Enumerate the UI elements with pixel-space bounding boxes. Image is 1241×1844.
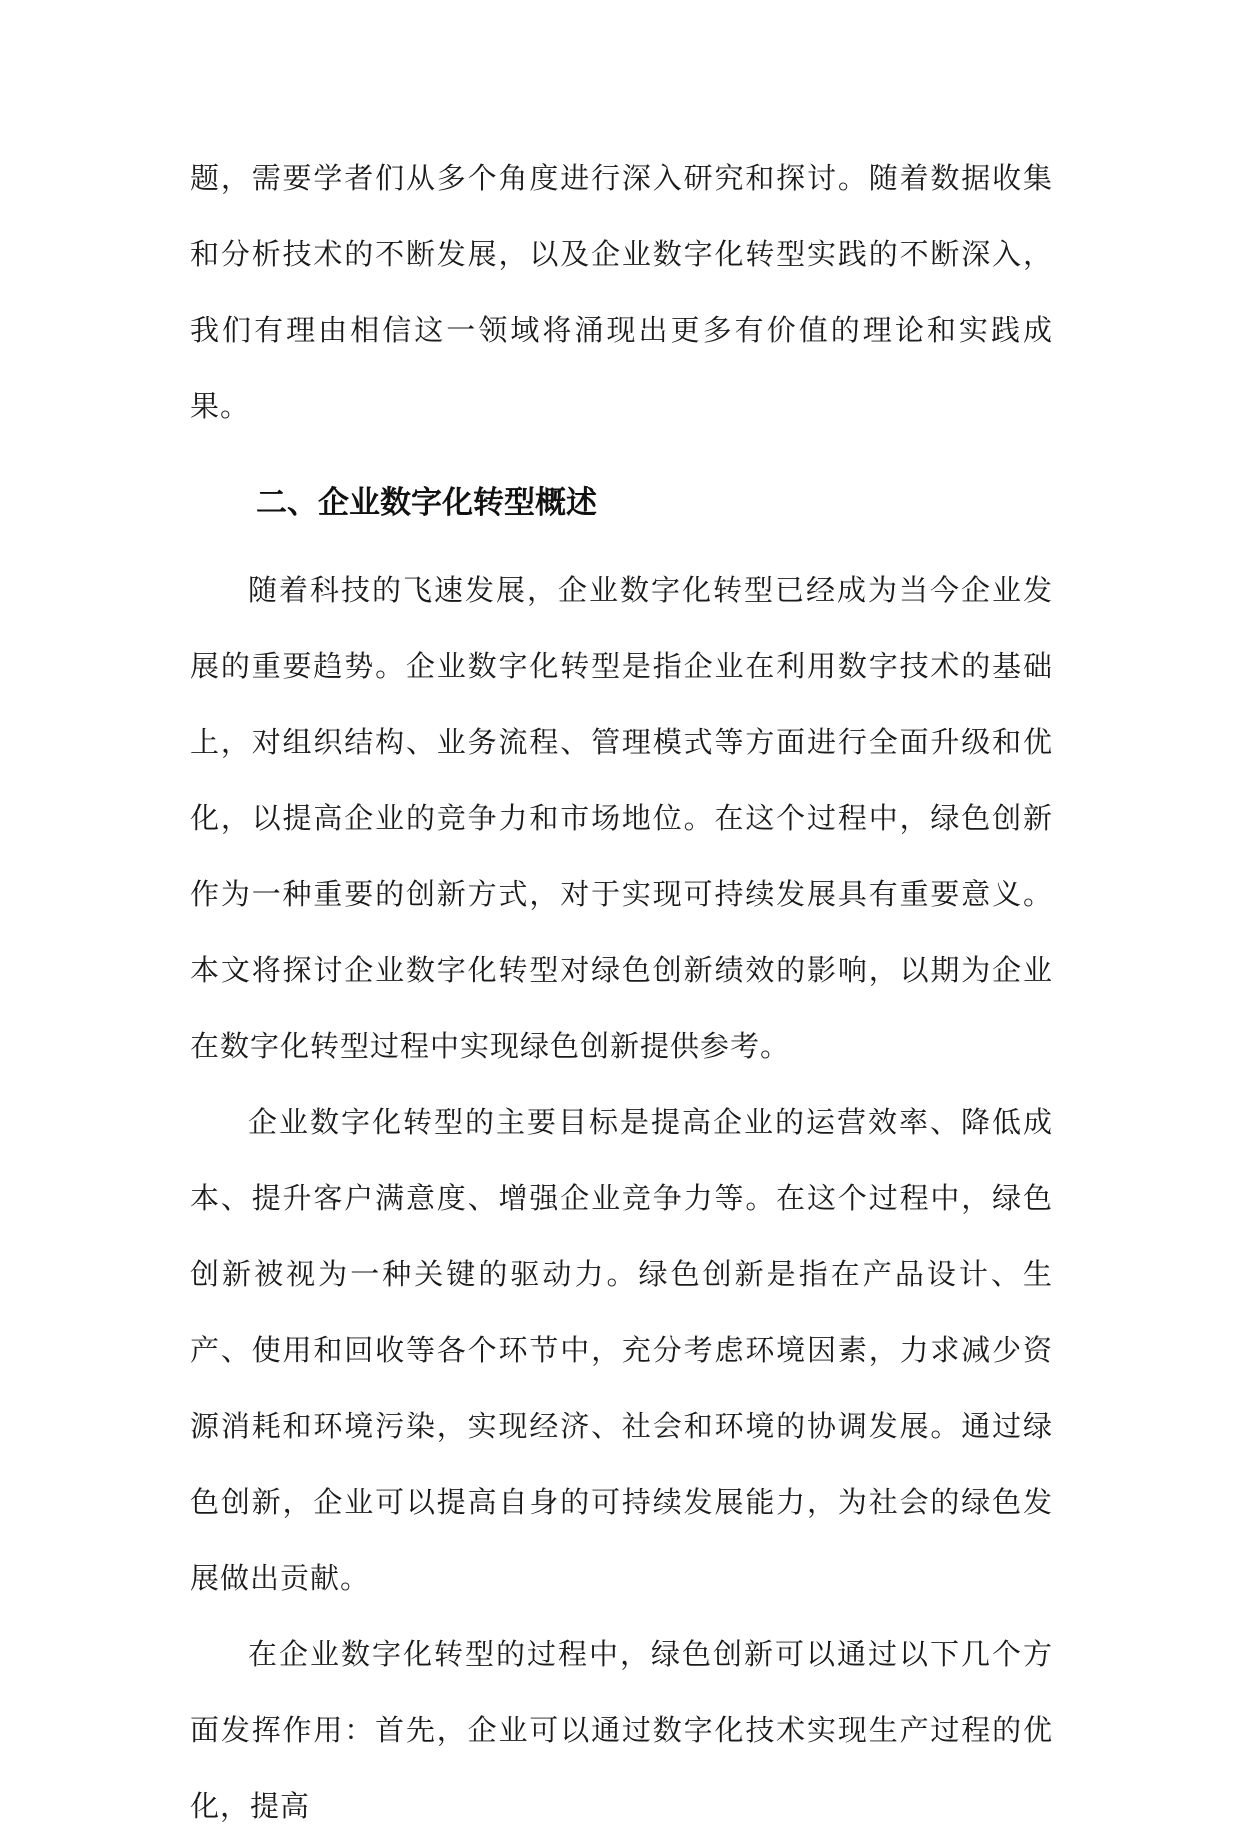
document-body [190, 140, 1053, 1844]
section-paragraph-3: 在企业数字化转型的过程中，绿色创新可以通过以下几个方面发挥作用：首先，企业可以通过数字化技术实现生产过程的优化，提高 [190, 1637, 1053, 1823]
section-heading: 二、企业数字化转型概述 [256, 485, 597, 521]
section-paragraph-2: 企业数字化转型的主要目标是提高企业的运营效率、降低成本、提升客户满意度、增强企业竞争力等。在这个过程中，绿色创新被视为一种关键的驱动力。绿色创新是指在产品设计、生产、使用和回收等各个环节中，充分考虑环境因素，力求减少资源消耗和环境污染，实现经济、社会和环境的协调发展。通过绿色创新，企业可以提高自身的可持续发展能力，为社会的绿色发展做出贡献。 [190, 1105, 1053, 1595]
continued-paragraph: 题，需要学者们从多个角度进行深入研究和探讨。随着数据收集和分析技术的不断发展，以及企业数字化转型实践的不断深入，我们有理由相信这一领域将涌现出更多有价值的理论和实践成果。 [190, 161, 1053, 423]
section-paragraph-1: 随着科技的飞速发展，企业数字化转型已经成为当今企业发展的重要趋势。企业数字化转型是指企业在利用数字技术的基础上，对组织结构、业务流程、管理模式等方面进行全面升级和优化，以提高企业的竞争力和市场地位。在这个过程中，绿色创新作为一种重要的创新方式，对于实现可持续发展具有重要意义。本文将探讨企业数字化转型对绿色创新绩效的影响，以期为企业在数字化转型过程中实现绿色创新提供参考。 [190, 573, 1053, 1063]
